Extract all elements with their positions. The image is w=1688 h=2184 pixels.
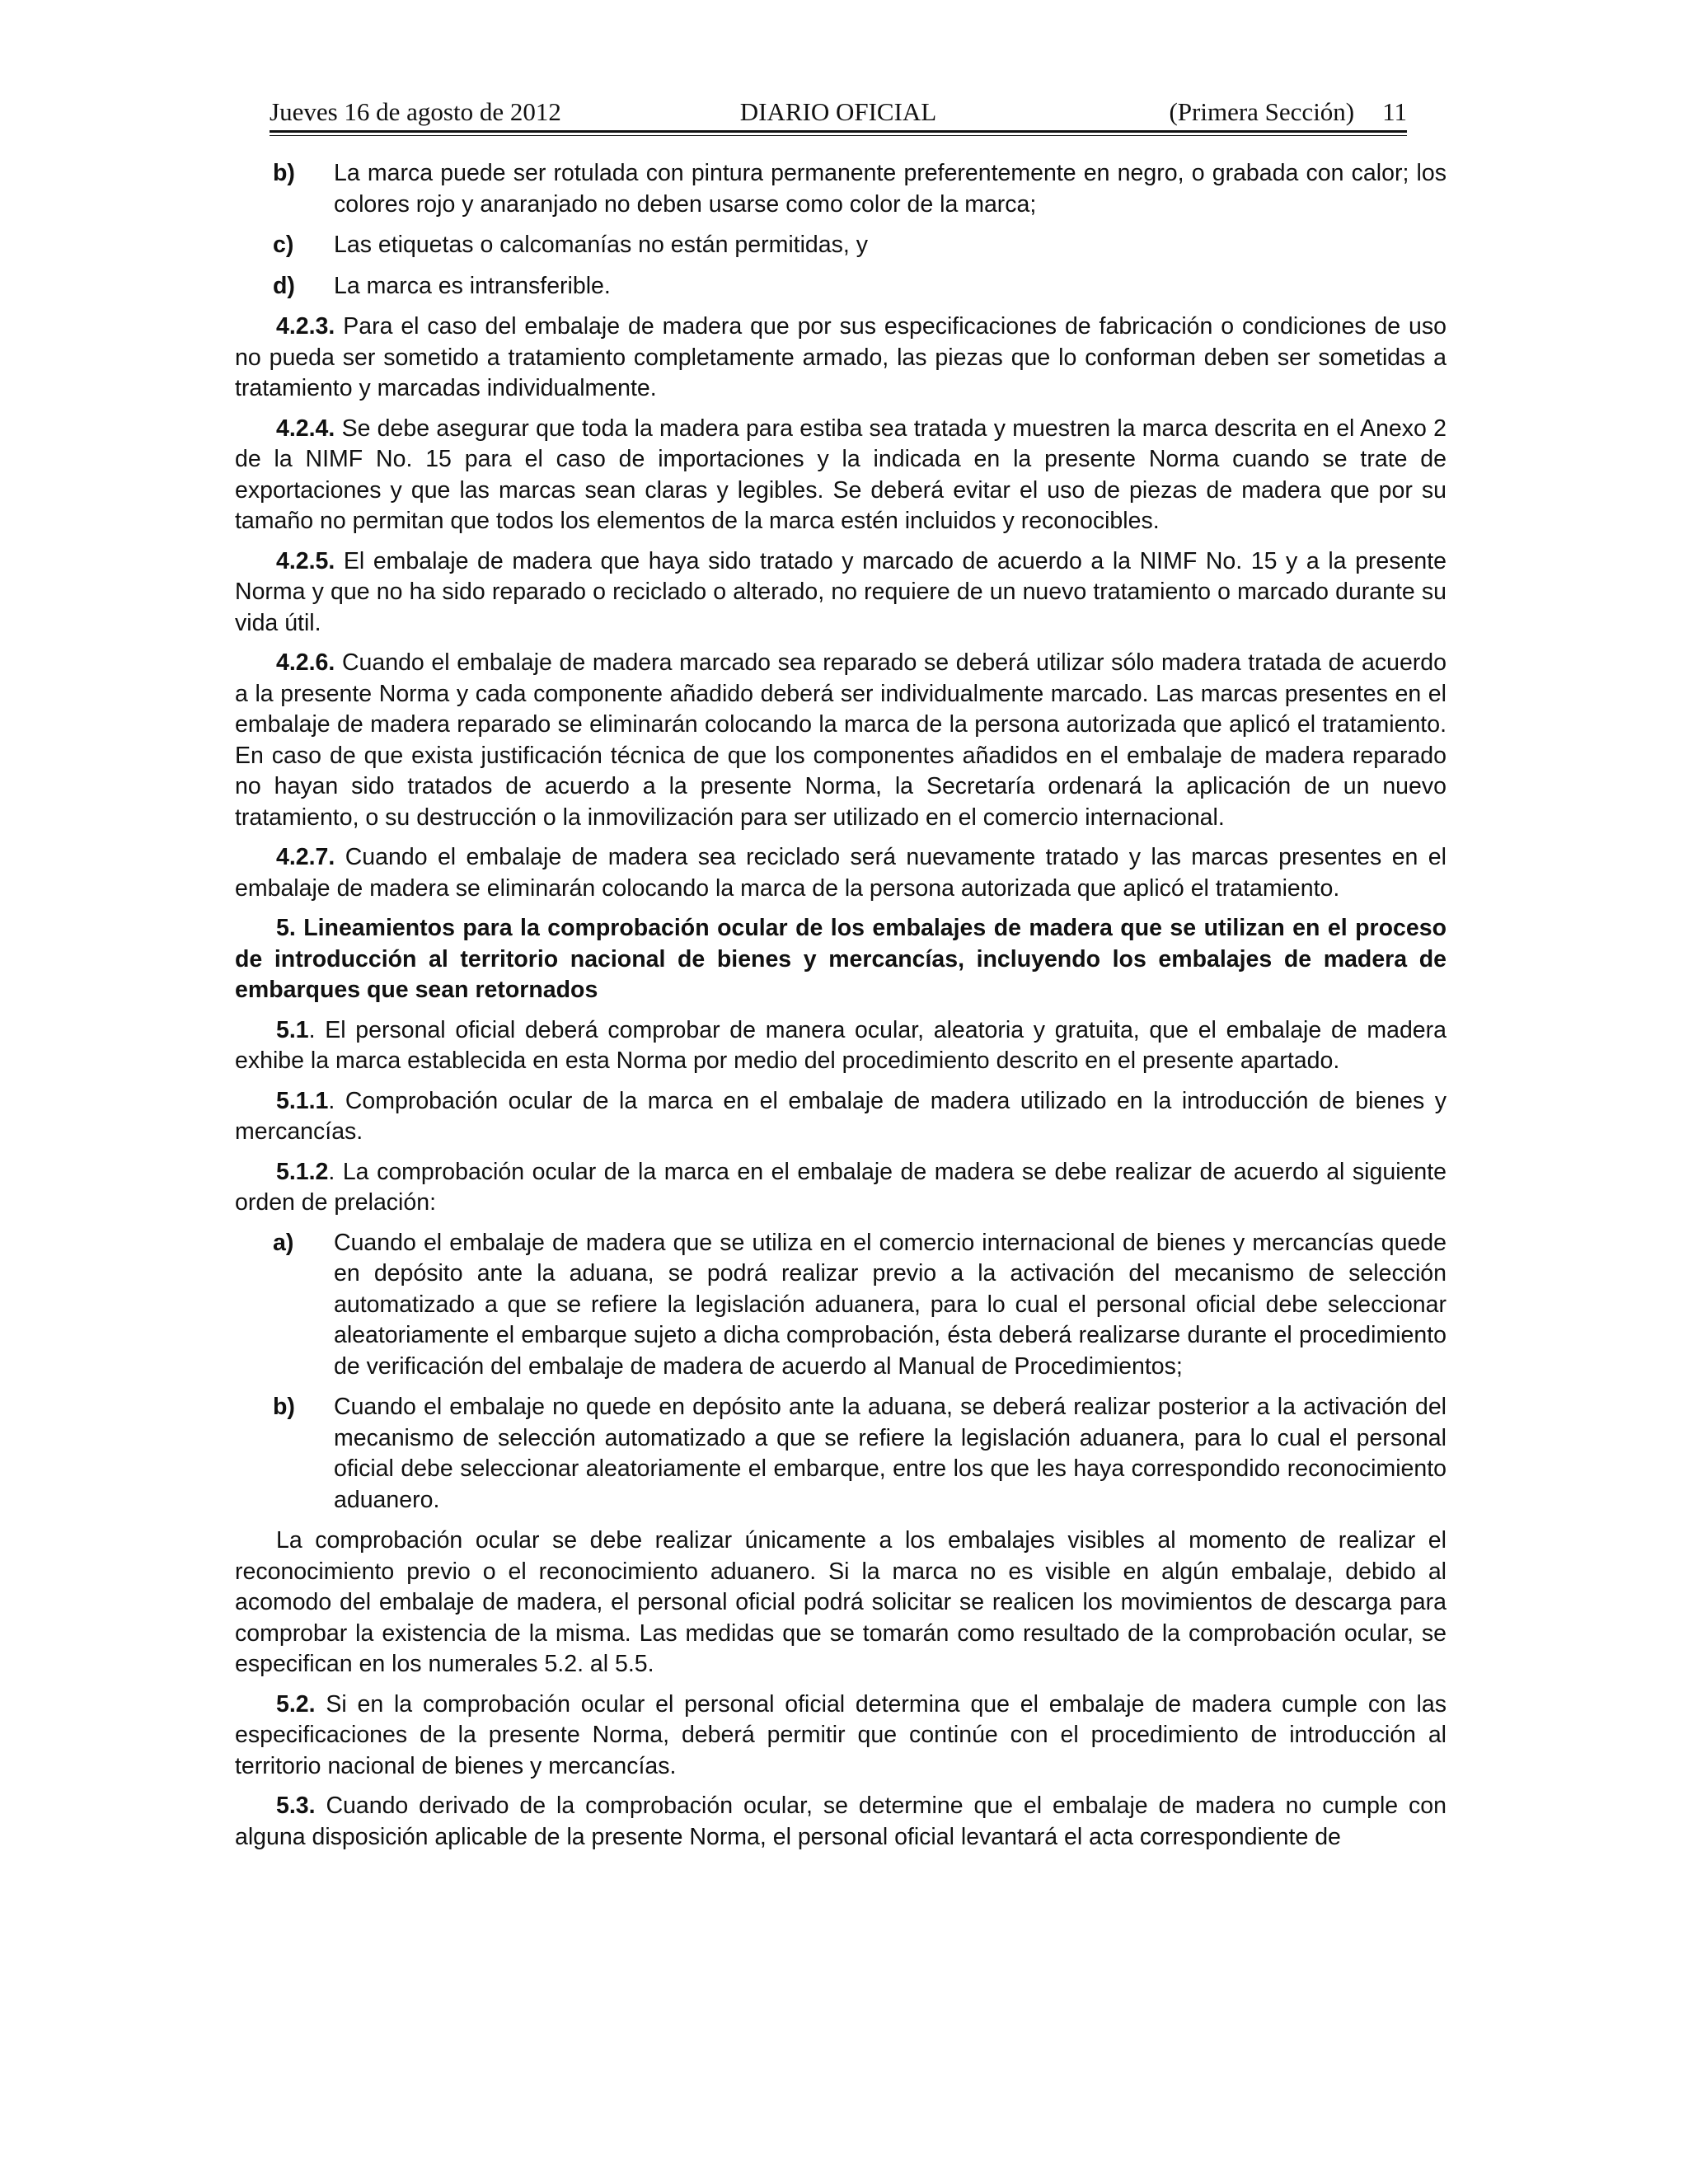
list-item-text: La marca puede ser rotulada con pintura permanente preferentemente en negro, o grabada con calor; los colores rojo y anaranjado no deben usarse como color de la marca; <box>334 160 1447 218</box>
paragraph-text: Se debe asegurar que toda la madera para estiba sea tratada y muestren la marca descrita en el Anexo 2 de la NIMF No. 15 para el caso de importaciones y la indicada en la presente Norma cuando se trate de exportaciones y que las marcas sean claras y legibles. Se deberá evitar el uso de piezas de madera que por su tamaño no permitan que todos los elementos de la marca estén incluidos y reconocibles. <box>235 415 1447 534</box>
paragraph <box>235 1526 1447 1680</box>
list-item-label: a) <box>273 1229 294 1256</box>
paragraph <box>235 1791 1447 1853</box>
paragraph <box>235 1690 1447 1783</box>
list-item-text: Cuando el embalaje no quede en depósito ante la aduana, se deberá realizar posterior a la activación del mecanismo de selección automatizado a que se refiere la legislación aduanera, para lo cual el personal oficial debe seleccionar aleatoriamente el embarque, entre los que les haya correspondido reconocimiento aduanero. <box>334 1394 1447 1513</box>
list-item-text: Las etiquetas o calcomanías no están permitidas, y <box>334 232 868 258</box>
list-item-label: b) <box>273 160 295 186</box>
list-item <box>235 271 1447 302</box>
paragraph-number: 5.1.1 <box>276 1087 329 1114</box>
list-item-text: Cuando el embalaje de madera que se utiliza en el comercio internacional de bienes y mercancías quede en depósito ante la aduana, se podrá realizar previo a la activación del mecanismo de selección automatizado a que se refiere la legislación aduanera, para lo cual el personal oficial debe seleccionar aleatoriamente el embarque sujeto a dicha comprobación, ésta deberá realizarse durante el procedimiento de verificación del embalaje de madera de acuerdo al Manual de Procedimientos; <box>334 1229 1447 1380</box>
paragraph-number: 5.2. <box>276 1690 316 1718</box>
paragraph-text: . El personal oficial deberá comprobar de manera ocular, aleatoria y gratuita, que el embalaje de madera exhibe la marca establecida en esta Norma por medio del procedimiento descrito en el presente apartado. <box>235 1016 1447 1074</box>
paragraph-number: 4.2.3. <box>276 313 335 340</box>
paragraph-number: 4.2.7. <box>276 844 335 870</box>
list-item <box>235 1228 1447 1383</box>
paragraph <box>235 1015 1447 1077</box>
list-item-text: La marca es intransferible. <box>334 272 611 299</box>
header-rule-thin <box>270 135 1407 136</box>
paragraph-number: 4.2.5. <box>276 547 335 574</box>
paragraph-text: El embalaje de madera que haya sido tratado y marcado de acuerdo a la NIMF No. 15 y a la presente Norma y que no ha sido reparado o reciclado o alterado, no requiere de un nuevo tratamiento o marcado durante su vida útil. <box>235 547 1447 636</box>
list-item <box>235 230 1447 261</box>
paragraph <box>235 312 1447 405</box>
paragraph-number: 5.3. <box>276 1793 316 1819</box>
header-date: Jueves 16 de agosto de 2012 <box>270 97 561 126</box>
list-item <box>235 158 1447 220</box>
paragraph-text: Cuando el embalaje de madera sea reciclado será nuevamente tratado y las marcas presentes en el embalaje de madera se eliminarán colocando la marca de la persona autorizada que aplicó el tratamiento. <box>235 844 1447 902</box>
paragraph <box>235 1086 1447 1148</box>
paragraph-text: La comprobación ocular se debe realizar únicamente a los embalajes visibles al momento de realizar el reconocimiento previo o el reconocimiento aduanero. Si la marca no es visible en algún embalaje, debido al acomodo del embalaje de madera, el personal oficial podrá solicitar se realicen los movimientos de descarga para comprobar la existencia de la misma. Las medidas que se tomarán como resultado de la comprobación ocular, se especifican en los numerales 5.2. al 5.5. <box>235 1527 1447 1677</box>
document-body <box>235 158 1447 1862</box>
paragraph-text: Si en la comprobación ocular el personal oficial determina que el embalaje de madera cumple con las especificaciones de la presente Norma, deberá permitir que continúe con el procedimiento de introducción al territorio nacional de bienes y mercancías. <box>235 1690 1447 1779</box>
paragraph-text: Para el caso del embalaje de madera que por sus especificaciones de fabricación o condiciones de uso no pueda ser sometido a tratamiento completamente armado, las piezas que lo conforman deben ser sometidas a tratamiento y marcadas individualmente. <box>235 313 1447 401</box>
paragraph <box>235 842 1447 904</box>
page-header <box>270 96 1407 129</box>
header-section <box>1169 96 1407 129</box>
paragraph-number: 4.2.6. <box>276 649 335 676</box>
paragraph-text: . Comprobación ocular de la marca en el embalaje de madera utilizado en la introducción de bienes y mercancías. <box>235 1087 1447 1145</box>
header-section-label: (Primera Sección) <box>1169 97 1355 126</box>
paragraph <box>235 546 1447 640</box>
paragraph <box>235 414 1447 537</box>
paragraph <box>235 648 1447 833</box>
header-page-number: 11 <box>1382 97 1407 126</box>
paragraph <box>235 1157 1447 1219</box>
list-item-label: b) <box>273 1394 295 1420</box>
header-rule-thick <box>270 130 1407 133</box>
list-item <box>235 1392 1447 1516</box>
paragraph-number: 5.1 <box>276 1016 309 1043</box>
paragraph-text: . La comprobación ocular de la marca en el embalaje de madera se debe realizar de acuerdo al siguiente orden de prelación: <box>235 1158 1447 1216</box>
paragraph-number: 4.2.4. <box>276 415 335 442</box>
section-heading: 5. Lineamientos para la comprobación ocular de los embalajes de madera que se utilizan en el proceso de introducción al territorio nacional de bienes y mercancías, incluyendo los embalajes de madera de embarques que sean retornados <box>235 915 1447 1003</box>
paragraph-number: 5.1.2 <box>276 1158 329 1185</box>
paragraph-text: Cuando derivado de la comprobación ocular, se determine que el embalaje de madera no cumple con alguna disposición aplicable de la presente Norma, el personal oficial levantará el acta correspondiente de <box>235 1793 1447 1850</box>
paragraph-text: Cuando el embalaje de madera marcado sea reparado se deberá utilizar sólo madera tratada de acuerdo a la presente Norma y cada componente añadido deberá ser individualmente marcado. Las marcas presentes en el embalaje de madera reparado se eliminarán colocando la marca de la persona autorizada que aplicó el tratamiento. En caso de que exista justificación técnica de que los componentes añadidos en el embalaje de madera reparado no hayan sido tratados de acuerdo a la presente Norma, la Secretaría ordenará la aplicación de un nuevo tratamiento, o su destrucción o la inmovilización para ser utilizado en el comercio internacional. <box>235 649 1447 831</box>
header-publication: DIARIO OFICIAL <box>739 97 937 126</box>
list-item-label: d) <box>273 272 295 299</box>
list-item-label: c) <box>273 232 294 258</box>
